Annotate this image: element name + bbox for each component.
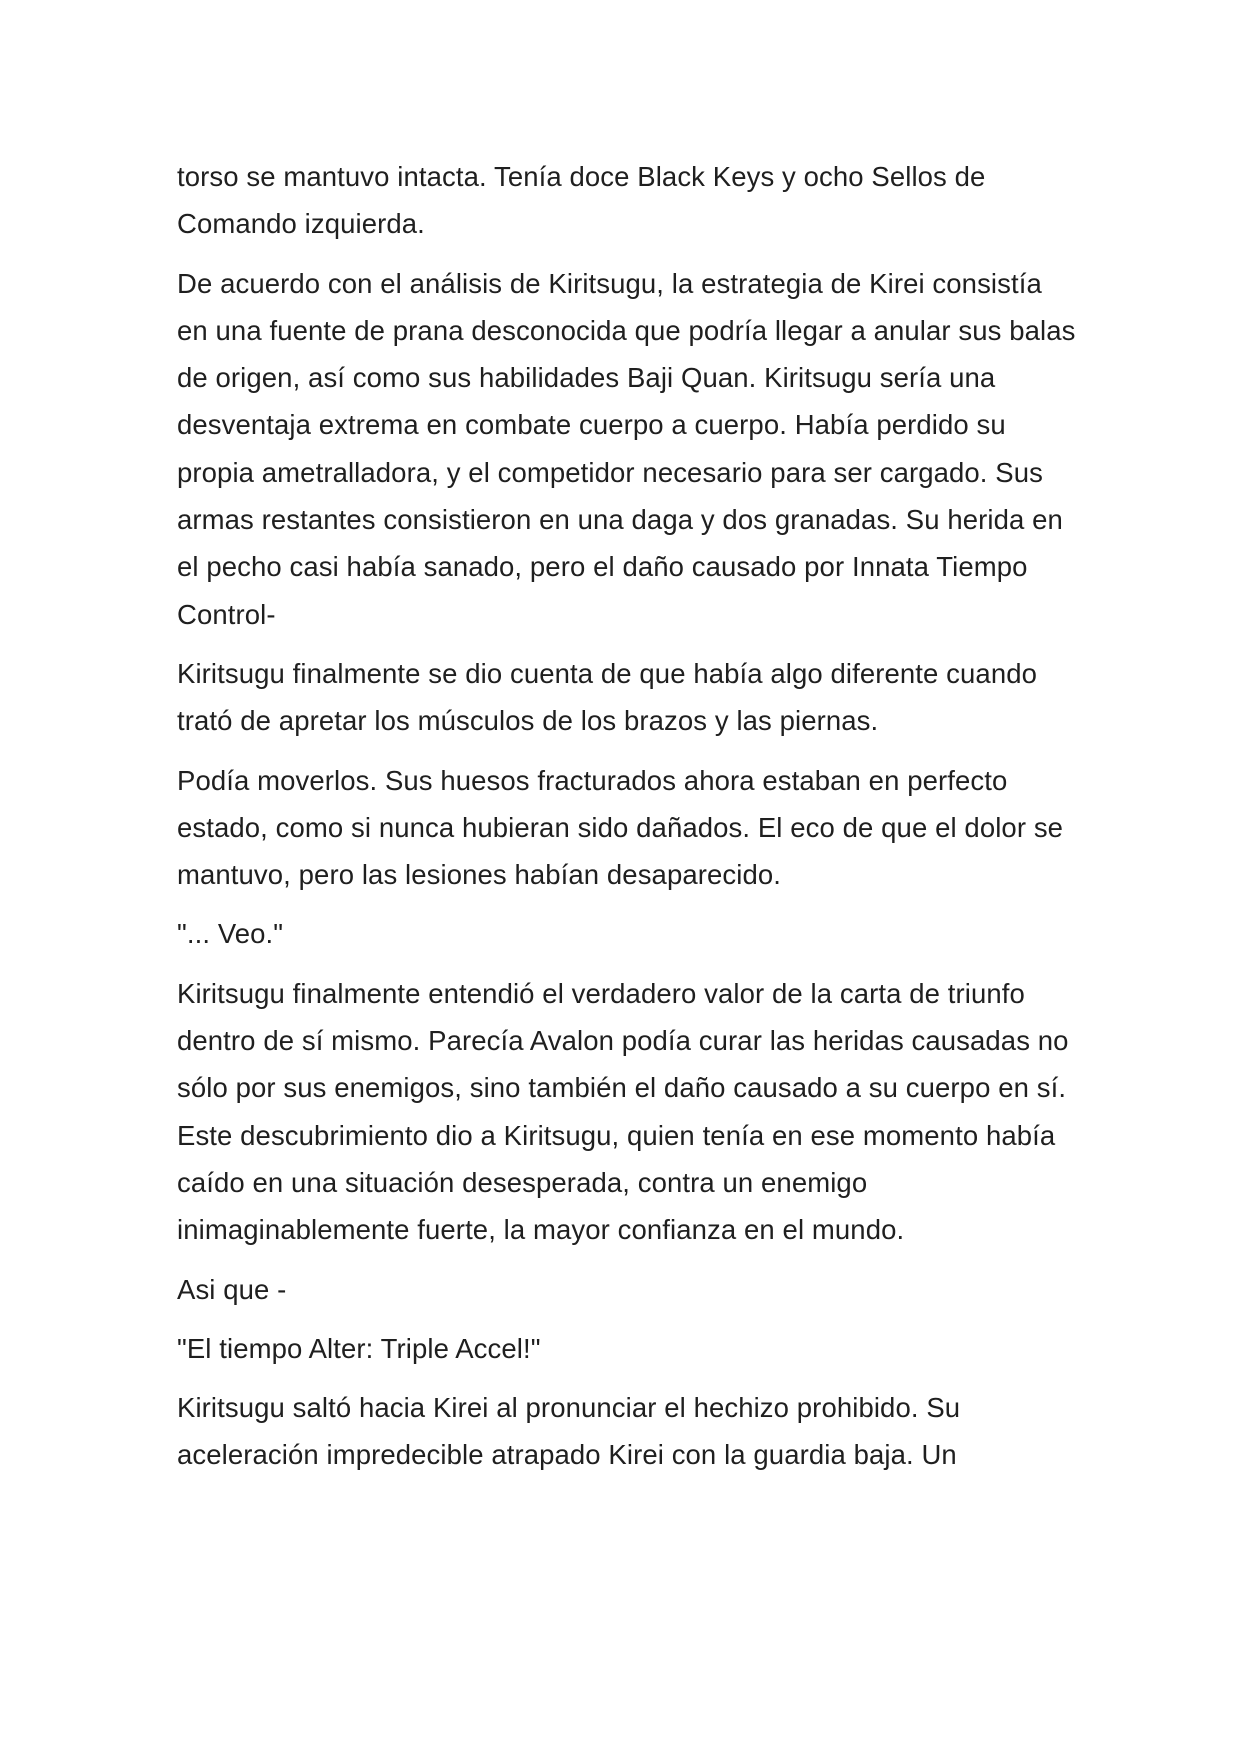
body-text [177,153,1077,1491]
paragraph: torso se mantuvo intacta. Tenía doce Black Keys y ocho Sellos de Comando izquierda. [177,161,986,240]
dialogue-line: "... Veo." [177,918,284,950]
paragraph: Podía moverlos. Sus huesos fracturados ahora estaban en perfecto estado, como si nunca hubieran sido dañados. El eco de que el dolor se mantuvo, pero las lesiones habían desaparecido. [177,764,1064,891]
paragraph: Asi que - [177,1273,287,1305]
dialogue-line: "El tiempo Alter: Triple Accel!" [177,1332,541,1364]
paragraph: Kiritsugu saltó hacia Kirei al pronunciar el hechizo prohibido. Su aceleración impredecible atrapado Kirei con la guardia baja. Un [177,1392,961,1471]
paragraph: De acuerdo con el análisis de Kiritsugu, la estrategia de Kirei consistía en una fuente de prana desconocida que podría llegar a anular sus balas de origen, así como sus habilidades Baji Quan. Kiritsugu sería una desventaja extrema en combate cuerpo a cuerpo. Había perdido su propia ametralladora, y el competidor necesario para ser cargado. Sus armas restantes consistieron en una daga y dos granadas. Su herida en el pecho casi había sanado, pero el daño causado por Innata Tiempo Control- [177,267,1076,630]
paragraph: Kiritsugu finalmente se dio cuenta de que había algo diferente cuando trató de apretar los músculos de los brazos y las piernas. [177,657,1038,737]
paragraph: Kiritsugu finalmente entendió el verdadero valor de la carta de triunfo dentro de sí mismo. Parecía Avalon podía curar las heridas causadas no sólo por sus enemigos, sino también el daño causado a su cuerpo en sí. Este descubrimiento dio a Kiritsugu, quien tenía en ese momento había caído en una situación desesperada, contra un enemigo inimaginablemente fuerte, la mayor confianza en el mundo. [177,977,1069,1246]
